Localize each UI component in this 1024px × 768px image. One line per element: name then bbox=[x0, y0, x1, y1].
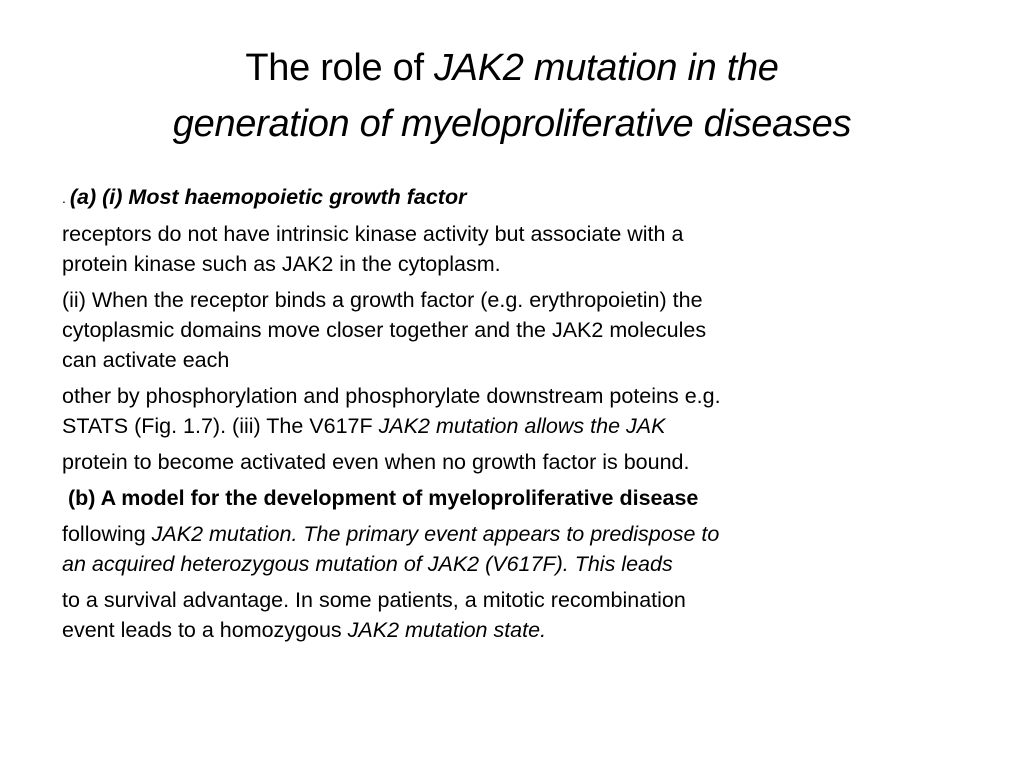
text-segment-italic: an acquired heterozygous mutation of JAK2 (V617F). This leads bbox=[62, 552, 673, 577]
text-line bbox=[62, 519, 982, 549]
paragraph-2 bbox=[62, 219, 982, 279]
text-line: can activate each bbox=[62, 348, 230, 373]
text-line bbox=[62, 411, 982, 441]
paragraph-6 bbox=[62, 483, 982, 513]
title-text-italic-2: generation of myeloproliferative diseases bbox=[172, 103, 852, 145]
text-segment: event leads to a homozygous bbox=[62, 618, 348, 643]
paragraph-3 bbox=[62, 285, 982, 375]
title-line-2 bbox=[40, 96, 984, 152]
text-line: protein kinase such as JAK2 in the cytoplasm. bbox=[62, 252, 501, 277]
text-segment-italic: JAK2 mutation allows the JAK bbox=[378, 414, 666, 439]
paragraph-7 bbox=[62, 519, 982, 579]
paragraph-1 bbox=[62, 182, 982, 213]
text-segment-italic: JAK2 mutation. The primary event appears to predispose to bbox=[151, 522, 720, 547]
paragraph-8 bbox=[62, 585, 982, 645]
text-line: (ii) When the receptor binds a growth factor (e.g. erythropoietin) the bbox=[62, 288, 703, 313]
text-line: other by phosphorylation and phosphorylate downstream poteins e.g. bbox=[62, 384, 721, 409]
text-line: to a survival advantage. In some patients, a mitotic recombination bbox=[62, 588, 686, 613]
text-segment: STATS (Fig. 1.7). (iii) The V617F bbox=[62, 414, 379, 439]
slide-title bbox=[40, 40, 984, 152]
paragraph-4 bbox=[62, 381, 982, 441]
section-a-heading: (a) (i) Most haemopoietic growth factor bbox=[69, 185, 467, 209]
text-line: protein to become activated even when no growth factor is bound. bbox=[62, 450, 690, 475]
title-line-1 bbox=[40, 40, 984, 96]
title-text-italic: JAK2 mutation in the bbox=[433, 47, 779, 89]
text-line: cytoplasmic domains move closer together and the JAK2 molecules bbox=[62, 318, 707, 343]
text-segment-italic: JAK2 mutation state. bbox=[347, 618, 547, 643]
text-segment: following bbox=[62, 522, 152, 547]
title-text-plain: The role of bbox=[245, 47, 434, 89]
text-line bbox=[62, 549, 982, 579]
slide-body bbox=[62, 182, 982, 651]
paragraph-5 bbox=[62, 447, 982, 477]
text-line bbox=[62, 615, 982, 645]
section-b-heading: (b) A model for the development of myeloproliferative disease bbox=[62, 486, 699, 511]
bullet-dot: . bbox=[62, 190, 66, 207]
text-line: receptors do not have intrinsic kinase activity but associate with a bbox=[62, 222, 684, 247]
